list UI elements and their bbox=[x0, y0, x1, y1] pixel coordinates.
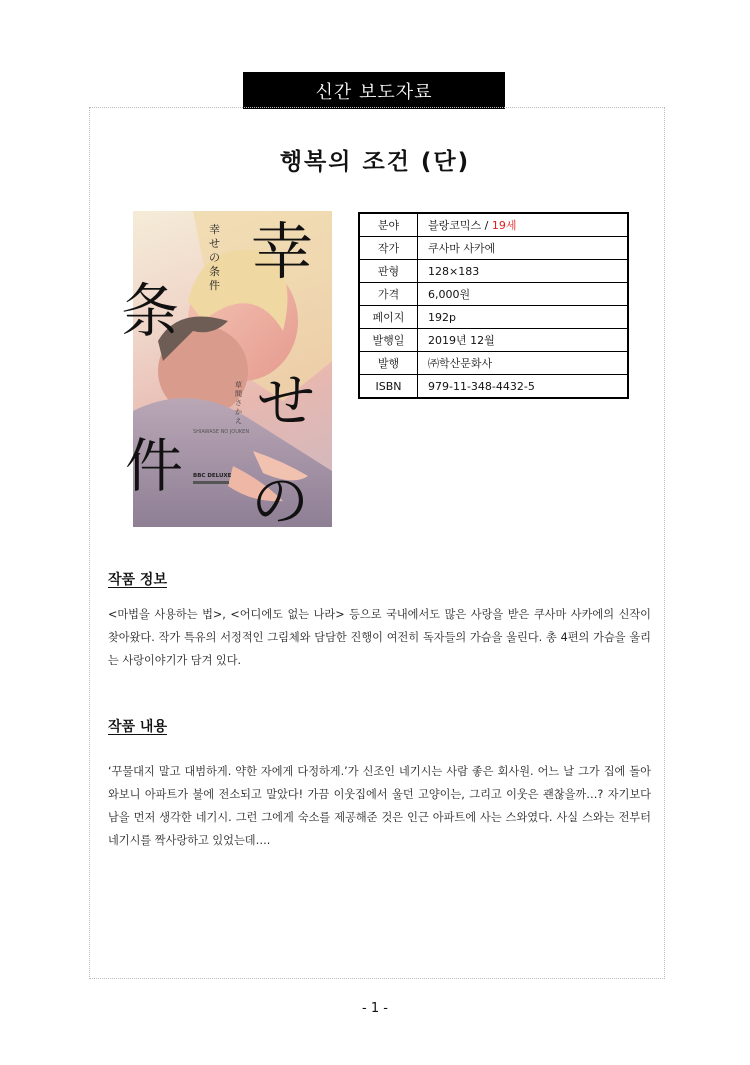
svg-text:SHIAWASE NO JOUKEN: SHIAWASE NO JOUKEN bbox=[193, 429, 250, 435]
info-label: 발행일 bbox=[359, 329, 418, 352]
info-value-text: 블랑코믹스 / bbox=[428, 219, 492, 232]
info-table-row bbox=[359, 375, 628, 399]
section-heading-info: 작품 정보 bbox=[108, 572, 167, 588]
info-table-row bbox=[359, 237, 628, 260]
info-table-row bbox=[359, 260, 628, 283]
info-label: 발행 bbox=[359, 352, 418, 375]
section-heading-content: 작품 내용 bbox=[108, 719, 167, 735]
cover-big-char-5: 件 bbox=[125, 432, 184, 500]
svg-text:せ: せ bbox=[209, 237, 220, 250]
info-value bbox=[418, 213, 629, 237]
info-value bbox=[418, 329, 629, 352]
info-value bbox=[418, 375, 629, 399]
cover-big-char-3: の bbox=[251, 467, 310, 535]
info-label: 판형 bbox=[359, 260, 418, 283]
section-body-info: <마법을 사용하는 법>, <어디에도 없는 나라> 등으로 국내에서도 많은 사랑을 받은 쿠사마 사카에의 신작이 찾아왔다. 작가 특유의 서정적인 그림체와 담담한 진행이 여전히 독자들의 가슴을 울린다. 총 4편의 가슴을 울리는 사랑이야기가 담겨 있다. bbox=[108, 608, 651, 667]
svg-text:条: 条 bbox=[209, 265, 220, 278]
cover-big-char-1: 幸 bbox=[251, 215, 314, 288]
info-label: 작가 bbox=[359, 237, 418, 260]
info-table-row bbox=[359, 329, 628, 352]
info-value-text: 979-11-348-4432-5 bbox=[428, 379, 535, 393]
press-release-banner bbox=[243, 72, 505, 109]
info-value-text: 6,000원 bbox=[428, 288, 471, 301]
banner-text: 신간 보도자료 bbox=[315, 81, 433, 103]
info-label: 분야 bbox=[359, 213, 418, 237]
book-cover-image bbox=[121, 211, 332, 535]
info-table-row bbox=[359, 283, 628, 306]
section-body-content: ‘꾸물대지 말고 대범하게. 약한 자에게 다정하게.’가 신조인 네기시는 사람 좋은 회사원. 어느 날 그가 집에 돌아와보니 아파트가 불에 전소되고 말았다! 가끔 이웃집에서 울던 고양이는, 그리고 이웃은 괜찮을까…? 자기보다 남을 먼저 생각한 네기시. 그런 그에게 숙소를 제공해준 것은 인근 아파트에 사는 스와였다. 사실 스와는 전부터 네기시를 짝사랑하고 있었는데…. bbox=[108, 765, 651, 847]
info-value bbox=[418, 352, 629, 375]
info-value bbox=[418, 283, 629, 306]
info-value-text: ㈜학산문화사 bbox=[428, 357, 493, 370]
info-value-text: 2019년 12월 bbox=[428, 334, 495, 347]
info-value-text: 128×183 bbox=[428, 264, 480, 278]
svg-text:BBC DELUXE: BBC DELUXE bbox=[193, 473, 232, 479]
info-table-row bbox=[359, 306, 628, 329]
svg-text:幸: 幸 bbox=[209, 223, 220, 236]
document-title: 행복의 조건 (단) bbox=[279, 149, 471, 175]
info-table-row bbox=[359, 352, 628, 375]
info-value bbox=[418, 260, 629, 283]
svg-text:件: 件 bbox=[209, 279, 220, 292]
cover-illustration bbox=[121, 211, 332, 535]
info-value-text: 192p bbox=[428, 310, 456, 324]
cover-big-char-2: せ bbox=[257, 367, 316, 435]
info-value-text: 쿠사마 사카에 bbox=[428, 242, 496, 255]
info-label: 가격 bbox=[359, 283, 418, 306]
svg-text:え: え bbox=[235, 417, 242, 425]
svg-text:の: の bbox=[209, 251, 220, 264]
book-info-table bbox=[358, 212, 629, 399]
info-value bbox=[418, 306, 629, 329]
svg-text:間: 間 bbox=[235, 390, 242, 398]
page-number: - 1 - bbox=[362, 1001, 388, 1016]
svg-text:か: か bbox=[235, 408, 242, 416]
svg-text:草: 草 bbox=[235, 381, 242, 389]
info-value bbox=[418, 237, 629, 260]
info-table-row bbox=[359, 213, 628, 237]
cover-big-char-4: 条 bbox=[121, 277, 180, 345]
svg-text:さ: さ bbox=[235, 399, 242, 407]
age-rating-badge: 19세 bbox=[491, 219, 517, 232]
info-label: ISBN bbox=[359, 375, 418, 399]
info-label: 페이지 bbox=[359, 306, 418, 329]
